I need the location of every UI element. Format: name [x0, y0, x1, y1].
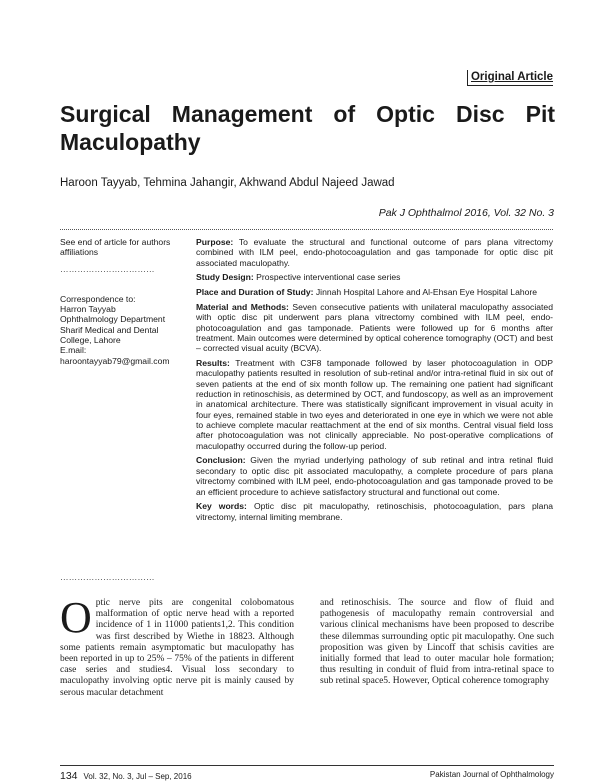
design-text: Prospective interventional case series: [256, 272, 401, 283]
email-address[interactable]: haroontayyab79@gmail.com: [60, 355, 170, 366]
title-line-2: Maculopathy: [60, 129, 201, 155]
body-paragraph-1: ptic nerve pits are congenital colobomatous malformation of optic nerve head with a reported incidence of 1 in 11000 patients1,2. This condition was first described by Wiethe in 18823. Although some patients remain asymptomatic but maculopathy has been reported in up to 25% – 75% of the patients in different case series and studies4. Visual loss secondary to maculopathy involving optic nerve pit is mainly caused by serous macular detachment: [60, 598, 294, 698]
page-number: 134: [60, 770, 78, 782]
abstract-methods: [196, 302, 553, 354]
sidebar-divider: ……………………………: [60, 263, 155, 274]
methods-text: Seven consecutive patients with unilateral maculopathy associated with optic disc pit underwent pars plana vitrectomy combined with ILM peel, endo-photocoagulation and gas tamponade. Patients were followed up for 6 months after treatment. Main outcomes were determined by optical coherence tomography (OCT) and best – corrected visual acuity (BCVA).: [196, 301, 553, 354]
article-title: [60, 100, 555, 156]
footer-left: [60, 770, 192, 782]
correspondence-department: Ophthalmology Department: [60, 314, 166, 325]
abstract-end-divider: ……………………………: [60, 572, 155, 582]
methods-label: Material and Methods:: [196, 301, 289, 312]
correspondence-name: Harron Tayyab: [60, 304, 116, 315]
purpose-text: To evaluate the structural and functional outcome of pars plana vitrectomy combined with ILM peel, endo-photocoagulation and gas tamponade for optic disc pit associated maculopathy.: [196, 237, 553, 268]
abstract-purpose: [196, 237, 553, 268]
drop-cap: O: [60, 593, 92, 642]
title-line-1: Surgical Management of Optic Disc Pit: [60, 101, 555, 127]
footer-divider: [60, 765, 554, 766]
abstract-place: [196, 287, 553, 297]
body-column-right: [320, 598, 554, 699]
article-type-label: Original Article: [467, 70, 553, 86]
header-divider: [60, 229, 553, 230]
abstract-design: [196, 272, 553, 282]
correspondence-institution: Sharif Medical and Dental College, Lahore: [60, 324, 159, 346]
abstract-keywords: [196, 501, 553, 522]
correspondence-label: Correspondence to:: [60, 293, 136, 304]
place-label: Place and Duration of Study:: [196, 287, 314, 298]
abstract: [196, 237, 553, 526]
body-text: [60, 593, 554, 699]
keywords-label: Key words:: [196, 501, 247, 512]
affiliations-note: See end of article for authors affiliations: [60, 237, 171, 258]
issue-info: Vol. 32, No. 3, Jul – Sep, 2016: [83, 772, 192, 781]
abstract-results: [196, 358, 553, 451]
results-label: Results:: [196, 358, 230, 368]
body-paragraph-2: and retinoschisis. The source and flow of fluid and pathogenesis of maculopathy remain controversial and various clinical mechanisms have been proposed to describe these dilemmas surrounding optic pit maculopathy. One such proposition was given by Lincoff that schisis cavities are initially formed that lead to outer macular hole formation; thus resulting in conduit of fluid from intra-retinal space to sub retinal space5. However, Optical coherence tomography: [320, 598, 554, 687]
body-column-left: [60, 593, 294, 699]
email-label: E.mail:: [60, 345, 87, 356]
authors: Haroon Tayyab, Tehmina Jahangir, Akhwand Abdul Najeed Jawad: [60, 177, 395, 189]
purpose-label: Purpose:: [196, 237, 234, 247]
results-text: Treatment with C3F8 tamponade followed by laser photocoagulation in ODP maculopathy patients resulted in resolution of sub-retinal and/or intra-retinal fluid in six out of seven patients at the end of six month follow up. The remaining one patient had significant reduction in retinoschisis, as determined by OCT, and fundoscopy, as well as an improvement in anatomical architecture. There was statistically significant improvement in visual acuity in four eyes, remained stable in two eyes and deteriorated in one eye in which we were not able to achieve complete macular reattachment at the end of six months. Central visual field loss after photocoagulation was not clinically appreciable. No post-operative complications of maculopathy occurred during the follow-up period.: [196, 358, 554, 451]
journal-name: Pakistan Journal of Ophthalmology: [429, 770, 554, 779]
place-text: Jinnah Hospital Lahore and Al-Ehsan Eye Hospital Lahore: [315, 287, 538, 298]
design-label: Study Design:: [196, 272, 254, 283]
conclusion-label: Conclusion:: [196, 455, 246, 466]
conclusion-text: Given the myriad underlying pathology of sub retinal and intra retinal fluid secondary to optic disc pit associated maculopathy, a complete procedure of pars plana vitrectomy combined with ILM peel, endo-photocoagulation and gas tamponade proved to be an efficient procedure to achieve satisfactory structural and functional out come.: [196, 455, 554, 497]
journal-reference: Pak J Ophthalmol 2016, Vol. 32 No. 3: [378, 207, 554, 219]
keywords-text: Optic disc pit maculopathy, retinoschisis, photocoagulation, pars plana vitrectomy, internal limiting membrane.: [196, 501, 554, 522]
sidebar: [60, 237, 188, 366]
abstract-conclusion: [196, 455, 553, 496]
footer: [60, 770, 554, 782]
